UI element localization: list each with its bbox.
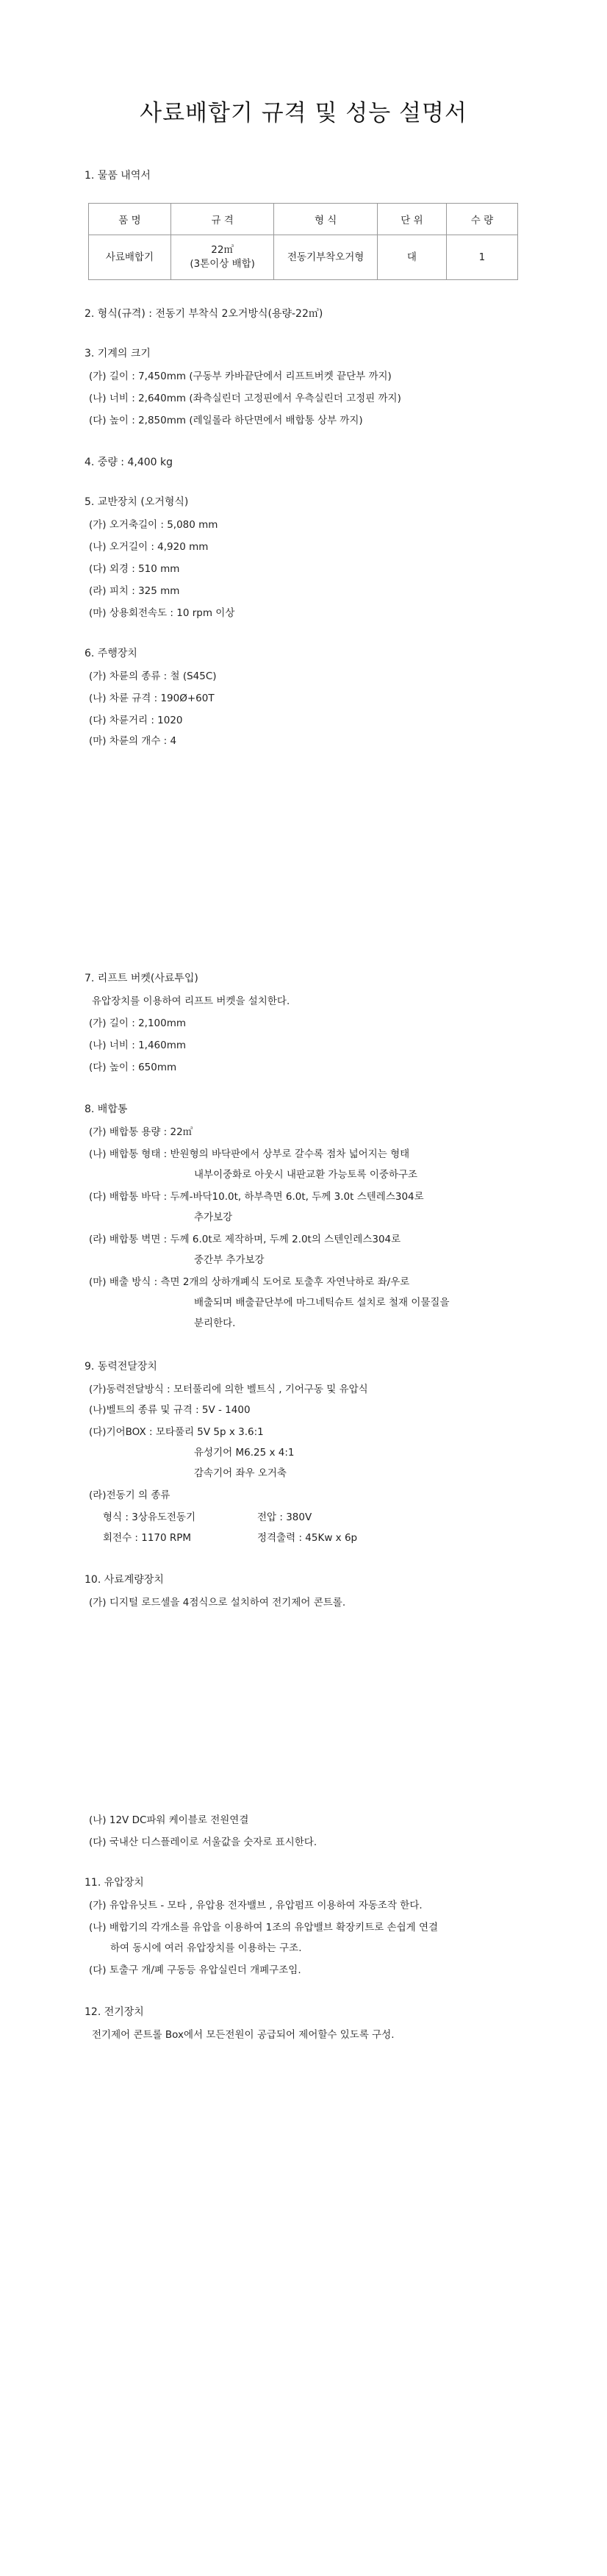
s5-line: (다) 외경 : 510 mm: [89, 563, 180, 575]
section-7-heading: 7. 리프트 버켓(사료투입): [85, 973, 198, 984]
s12-line: 전기제어 콘트롤 Box에서 모든전원이 공급되어 제어할수 있도록 구성.: [92, 2029, 395, 2041]
s11-line: 하여 동시에 여러 유압장치를 이용하는 구조.: [110, 1942, 302, 1954]
s7-line: (다) 높이 : 650mm: [89, 1062, 177, 1073]
section-11-heading: 11. 유압장치: [85, 1877, 144, 1889]
header-spec: 규 격: [170, 204, 274, 235]
s9-line: 전압 : 380V: [257, 1511, 312, 1523]
s8-line: 중간부 추가보강: [194, 1254, 265, 1266]
s8-line: (가) 배합통 용량 : 22㎥: [89, 1126, 193, 1138]
s9-line: 형식 : 3상유도전동기: [103, 1511, 196, 1523]
s11-line: (나) 배합기의 각개소를 유압을 이용하여 1조의 유압밸브 확장키트로 손쉽게 연결: [89, 1922, 439, 1933]
section-3-heading: 3. 기계의 크기: [85, 348, 151, 359]
s9-line: (다)기어BOX : 모타풀리 5V 5p x 3.6:1: [89, 1426, 264, 1438]
s9-line: 정격출력 : 45Kw x 6p: [257, 1532, 358, 1544]
s3-line: (나) 너비 : 2,640mm (좌측실린더 고정핀에서 우측실린더 고정핀 까지): [89, 393, 401, 404]
cell-spec-line2: (3톤이상 배합): [190, 258, 255, 270]
s8-line: (나) 배합통 형태 : 반원형의 바닥판에서 상부로 갈수록 점차 넓어지는 형태: [89, 1148, 410, 1160]
cell-name: 사료배합기: [89, 235, 171, 280]
section-2-heading: 2. 형식(규격) : 전동기 부착식 2오거방식(용량-22㎥): [85, 308, 323, 320]
section-6-heading: 6. 주행장치: [85, 648, 137, 659]
table-row: [89, 235, 518, 280]
s9-line: 회전수 : 1170 RPM: [103, 1532, 192, 1544]
s8-line: (다) 배합통 바닥 : 두께-바닥10.0t, 하부측면 6.0t, 두께 3.0t 스텐레스304로: [89, 1191, 424, 1203]
s10-line: (다) 국내산 디스플레이로 서울값을 숫자로 표시한다.: [89, 1836, 317, 1848]
s7-line: (가) 길이 : 2,100mm: [89, 1017, 187, 1029]
s8-line: (라) 배합통 벽면 : 두께 6.0t로 제작하며, 두께 2.0t의 스텐인레스304로: [89, 1234, 401, 1245]
s11-line: (가) 유압유닛트 - 모타 , 유압용 전자밸브 , 유압펌프 이용하여 자동조작 한다.: [89, 1900, 423, 1911]
s9-line: 유성기어 M6.25 x 4:1: [194, 1447, 295, 1459]
s6-line: (다) 차륜거리 : 1020: [89, 715, 183, 726]
section-5-heading: 5. 교반장치 (오거형식): [85, 496, 189, 508]
s7-line: (나) 너비 : 1,460mm: [89, 1040, 187, 1051]
s9-line: 감속기어 좌우 오거축: [194, 1467, 287, 1479]
s6-line: (마) 차륜의 개수 : 4: [89, 735, 177, 747]
s8-line: (마) 배출 방식 : 측면 2개의 상하개폐식 도어로 토출후 자연낙하로 좌/우로: [89, 1276, 410, 1288]
s8-line: 추가보강: [194, 1212, 233, 1223]
item-table: [88, 203, 518, 280]
s10-line: (나) 12V DC파워 케이블로 전원연결: [89, 1814, 249, 1826]
s11-line: (다) 토출구 개/폐 구동등 유압실린더 개폐구조임.: [89, 1964, 301, 1976]
section-12-heading: 12. 전기장치: [85, 2006, 144, 2018]
cell-spec: [170, 235, 274, 280]
section-1-heading: 1. 물품 내역서: [85, 170, 151, 182]
section-10-heading: 10. 사료계량장치: [85, 1574, 164, 1586]
s8-line: 내부이중화로 아웃시 내판교환 가능토록 이중하구조: [194, 1169, 418, 1181]
s9-line: (가)동력전달방식 : 모터풀리에 의한 벨트식 , 기어구동 및 유압식: [89, 1384, 368, 1395]
s5-line: (라) 피치 : 325 mm: [89, 585, 180, 597]
s7-intro: 유압장치를 이용하여 리프트 버켓을 설치한다.: [92, 995, 290, 1007]
cell-qty: 1: [446, 235, 517, 280]
section-4-heading: 4. 중량 : 4,400 kg: [85, 457, 173, 468]
cell-spec-line1: 22㎥: [211, 244, 234, 256]
cell-type: 전동기부착오거형: [274, 235, 378, 280]
table-header-row: [89, 204, 518, 235]
s8-line: 배출되며 배출끝단부에 마그네틱슈트 설치로 철재 이물질을: [194, 1297, 450, 1309]
s5-line: (가) 오거축길이 : 5,080 mm: [89, 519, 218, 531]
s6-line: (가) 차륜의 종류 : 철 (S45C): [89, 670, 217, 682]
cell-unit: 대: [377, 235, 446, 280]
document-title: 사료배합기 규격 및 성능 설명서: [140, 100, 467, 126]
s3-line: (가) 길이 : 7,450mm (구동부 카바끝단에서 리프트버켓 끝단부 까지): [89, 371, 392, 382]
header-name: 품 명: [89, 204, 171, 235]
header-type: 형 식: [274, 204, 378, 235]
section-9-heading: 9. 동력전달장치: [85, 1361, 157, 1373]
header-qty: 수 량: [446, 204, 517, 235]
s9-line: (나)벨트의 종류 및 규격 : 5V - 1400: [89, 1404, 251, 1416]
s10-line: (가) 디지털 로드셀을 4점식으로 설치하여 전기제어 콘트롤.: [89, 1597, 346, 1609]
s5-line: (나) 오거길이 : 4,920 mm: [89, 541, 209, 553]
section-8-heading: 8. 배합통: [85, 1103, 128, 1115]
s9-line: (라)전동기 의 종류: [89, 1489, 170, 1501]
s3-line: (다) 높이 : 2,850mm (레일롤라 하단면에서 배합통 상부 까지): [89, 415, 363, 426]
s5-line: (마) 상용회전속도 : 10 rpm 이상: [89, 607, 235, 619]
s8-line: 분리한다.: [194, 1317, 236, 1329]
s6-line: (나) 차륜 규격 : 190Ø+60T: [89, 693, 215, 704]
header-unit: 단 위: [377, 204, 446, 235]
